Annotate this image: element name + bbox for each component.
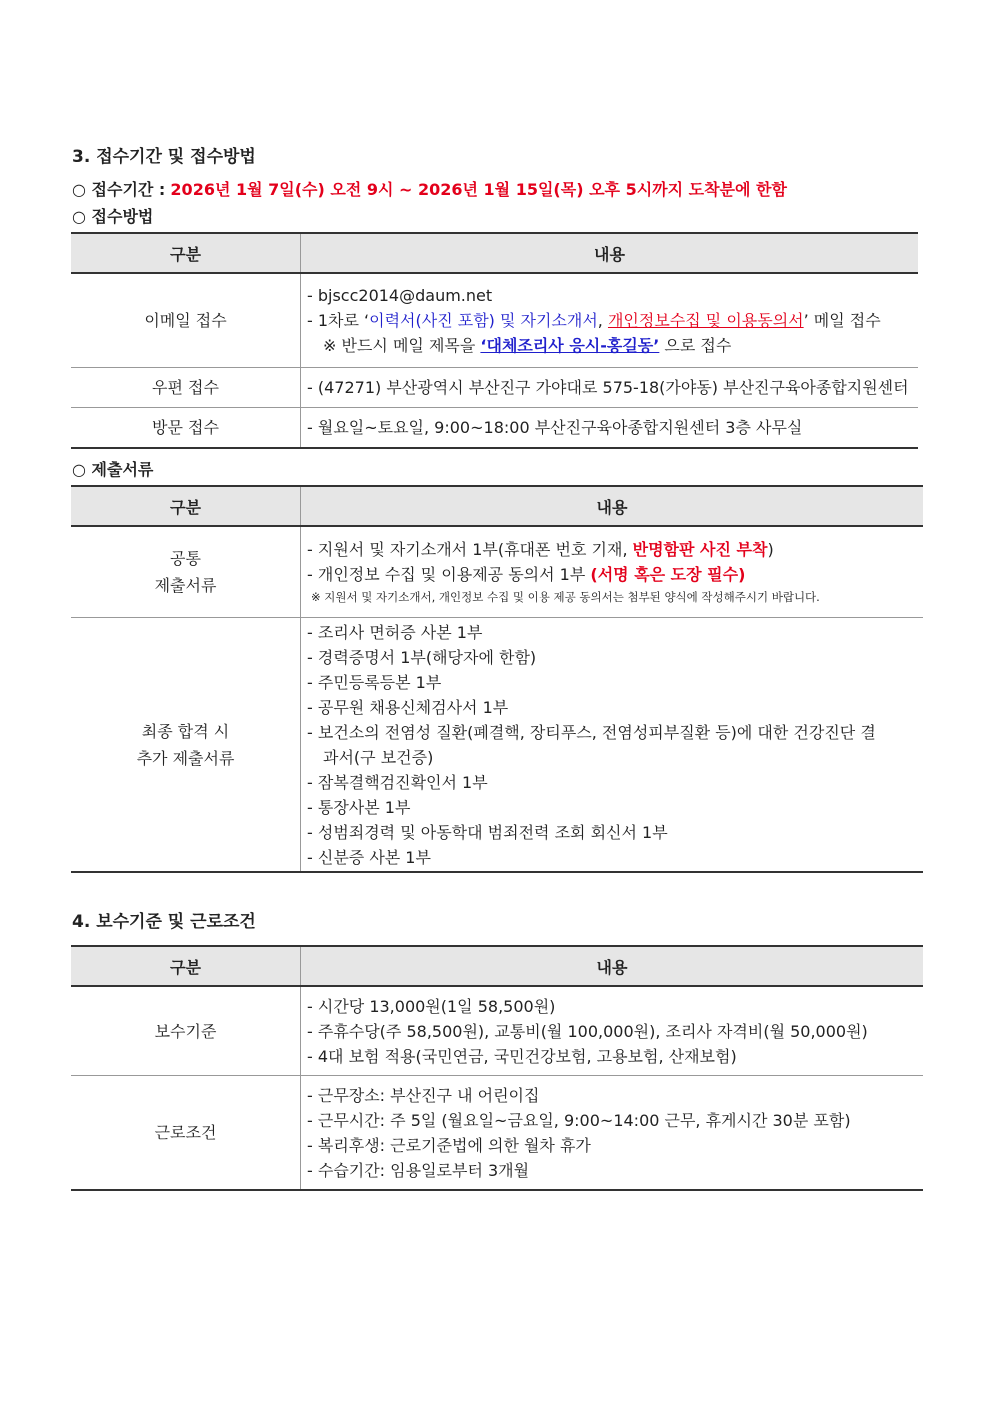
email-text-e: ’ 메일 접수 bbox=[803, 311, 881, 330]
table-header-category: 구분 bbox=[71, 946, 301, 986]
list-item: - 근무장소: 부산진구 내 어린이집 bbox=[307, 1085, 540, 1105]
post-label: 우편 접수 bbox=[71, 368, 301, 408]
reception-period-label: ○ 접수기간 : bbox=[72, 180, 166, 199]
table-row-conditions bbox=[71, 1076, 923, 1191]
final-docs-label bbox=[71, 618, 301, 873]
submission-docs-label: ○ 제출서류 bbox=[72, 460, 154, 479]
email-text-resume: 이력서(사진 포함) 및 자기소개서 bbox=[369, 311, 598, 330]
section-3-title: 3. 접수기간 및 접수방법 bbox=[72, 147, 256, 167]
submission-docs-table bbox=[71, 485, 923, 873]
list-item: - 잠복결핵검진확인서 1부 bbox=[307, 772, 488, 792]
common-doc-paren: ) bbox=[767, 540, 774, 559]
table-header-content: 내용 bbox=[301, 233, 919, 273]
common-doc-application-text: - 지원서 및 자기소개서 1부(휴대폰 번호 기재, bbox=[307, 540, 633, 559]
list-item: - 4대 보험 적용(국민연금, 국민건강보험, 고용보험, 산재보험) bbox=[307, 1046, 737, 1066]
email-text-consent: 개인정보수집 및 이용동의서 bbox=[607, 311, 804, 330]
email-label: 이메일 접수 bbox=[71, 273, 301, 368]
table-row-post bbox=[71, 368, 918, 408]
list-item: - 조리사 면허증 사본 1부 bbox=[307, 622, 483, 642]
list-item: - 복리후생: 근로기준법에 의한 월차 휴가 bbox=[307, 1135, 591, 1155]
table-header-category: 구분 bbox=[71, 233, 301, 273]
reception-method-table bbox=[71, 232, 918, 449]
email-address: - bjscc2014@daum.net bbox=[307, 286, 493, 305]
common-doc-photo-note: 반명함판 사진 부착 bbox=[632, 540, 768, 559]
table-header-content: 내용 bbox=[301, 486, 924, 526]
list-item-continuation: 과서(구 보건증) bbox=[323, 747, 434, 767]
visit-label: 방문 접수 bbox=[71, 408, 301, 449]
pay-conditions-table bbox=[71, 945, 923, 1191]
list-item: - 주휴수당(주 58,500원), 교통비(월 100,000원), 조리사 자격비(월 50,000원) bbox=[307, 1021, 868, 1041]
pay-label: 보수기준 bbox=[71, 986, 301, 1076]
common-doc-signature-note: (서명 혹은 도장 필수) bbox=[590, 565, 746, 584]
list-item: - 시간당 13,000원(1일 58,500원) bbox=[307, 996, 556, 1016]
table-row-visit bbox=[71, 408, 918, 449]
email-note-a: ※ 반드시 메일 제목을 bbox=[323, 336, 481, 355]
common-doc-consent-text: - 개인정보 수집 및 이용제공 동의서 1부 bbox=[307, 565, 591, 584]
post-content: - (47271) 부산광역시 부산진구 가야대로 575-18(가야동) 부산진구육아종합지원센터 bbox=[307, 378, 909, 397]
common-doc-consent bbox=[307, 562, 923, 587]
common-docs-label bbox=[71, 526, 301, 618]
table-header-content: 내용 bbox=[301, 946, 924, 986]
table-row-pay bbox=[71, 986, 923, 1076]
list-item: - 공무원 채용신체검사서 1부 bbox=[307, 697, 509, 717]
list-item: - 수습기간: 임용일로부터 3개월 bbox=[307, 1160, 530, 1180]
reception-period-value: 2026년 1월 7일(수) 오전 9시 ~ 2026년 1월 15일(목) 오후 5시까지 도착분에 한함 bbox=[170, 180, 787, 199]
table-header-category: 구분 bbox=[71, 486, 301, 526]
reception-period bbox=[72, 177, 787, 200]
list-item: - 신분증 사본 1부 bbox=[307, 847, 431, 867]
common-docs-label-1: 공통 bbox=[170, 549, 201, 568]
visit-content: - 월요일~토요일, 9:00~18:00 부산진구육아종합지원센터 3층 사무실 bbox=[307, 418, 803, 437]
email-note-c: 으로 접수 bbox=[659, 336, 732, 355]
common-doc-application bbox=[307, 537, 923, 562]
section-4-title: 4. 보수기준 및 근로조건 bbox=[72, 912, 256, 932]
reception-method-label: ○ 접수방법 bbox=[72, 207, 154, 226]
list-item: - 통장사본 1부 bbox=[307, 797, 411, 817]
list-item: - 성범죄경력 및 아동학대 범죄전력 조회 회신서 1부 bbox=[307, 822, 668, 842]
email-text-a: - 1차로 ‘ bbox=[307, 311, 370, 330]
list-item: - 근무시간: 주 5일 (월요일~금요일, 9:00~14:00 근무, 휴게시간 30분 포함) bbox=[307, 1110, 851, 1130]
conditions-label: 근로조건 bbox=[71, 1076, 301, 1191]
table-row-final-docs bbox=[71, 618, 923, 873]
list-item: - 보건소의 전염성 질환(폐결핵, 장티푸스, 전염성피부질환 등)에 대한 건강진단 결 bbox=[307, 722, 876, 742]
table-row-email bbox=[71, 273, 918, 368]
email-note-subject: ‘대체조리사 응시-홍길동’ bbox=[480, 336, 660, 355]
email-subject-note bbox=[307, 333, 918, 358]
common-doc-form-note: ※ 지원서 및 자기소개서, 개인정보 수집 및 이용 제공 동의서는 첨부된 양식에 작성해주시기 바랍니다. bbox=[311, 590, 820, 604]
common-docs-label-2: 제출서류 bbox=[154, 576, 217, 595]
table-row-common-docs bbox=[71, 526, 923, 618]
email-instructions bbox=[307, 308, 918, 333]
email-text-comma: , bbox=[597, 311, 608, 330]
final-docs-label-2: 추가 제출서류 bbox=[136, 748, 235, 768]
list-item: - 경력증명서 1부(해당자에 한함) bbox=[307, 647, 537, 667]
final-docs-label-1: 최종 합격 시 bbox=[141, 721, 230, 741]
list-item: - 주민등록등본 1부 bbox=[307, 672, 442, 692]
